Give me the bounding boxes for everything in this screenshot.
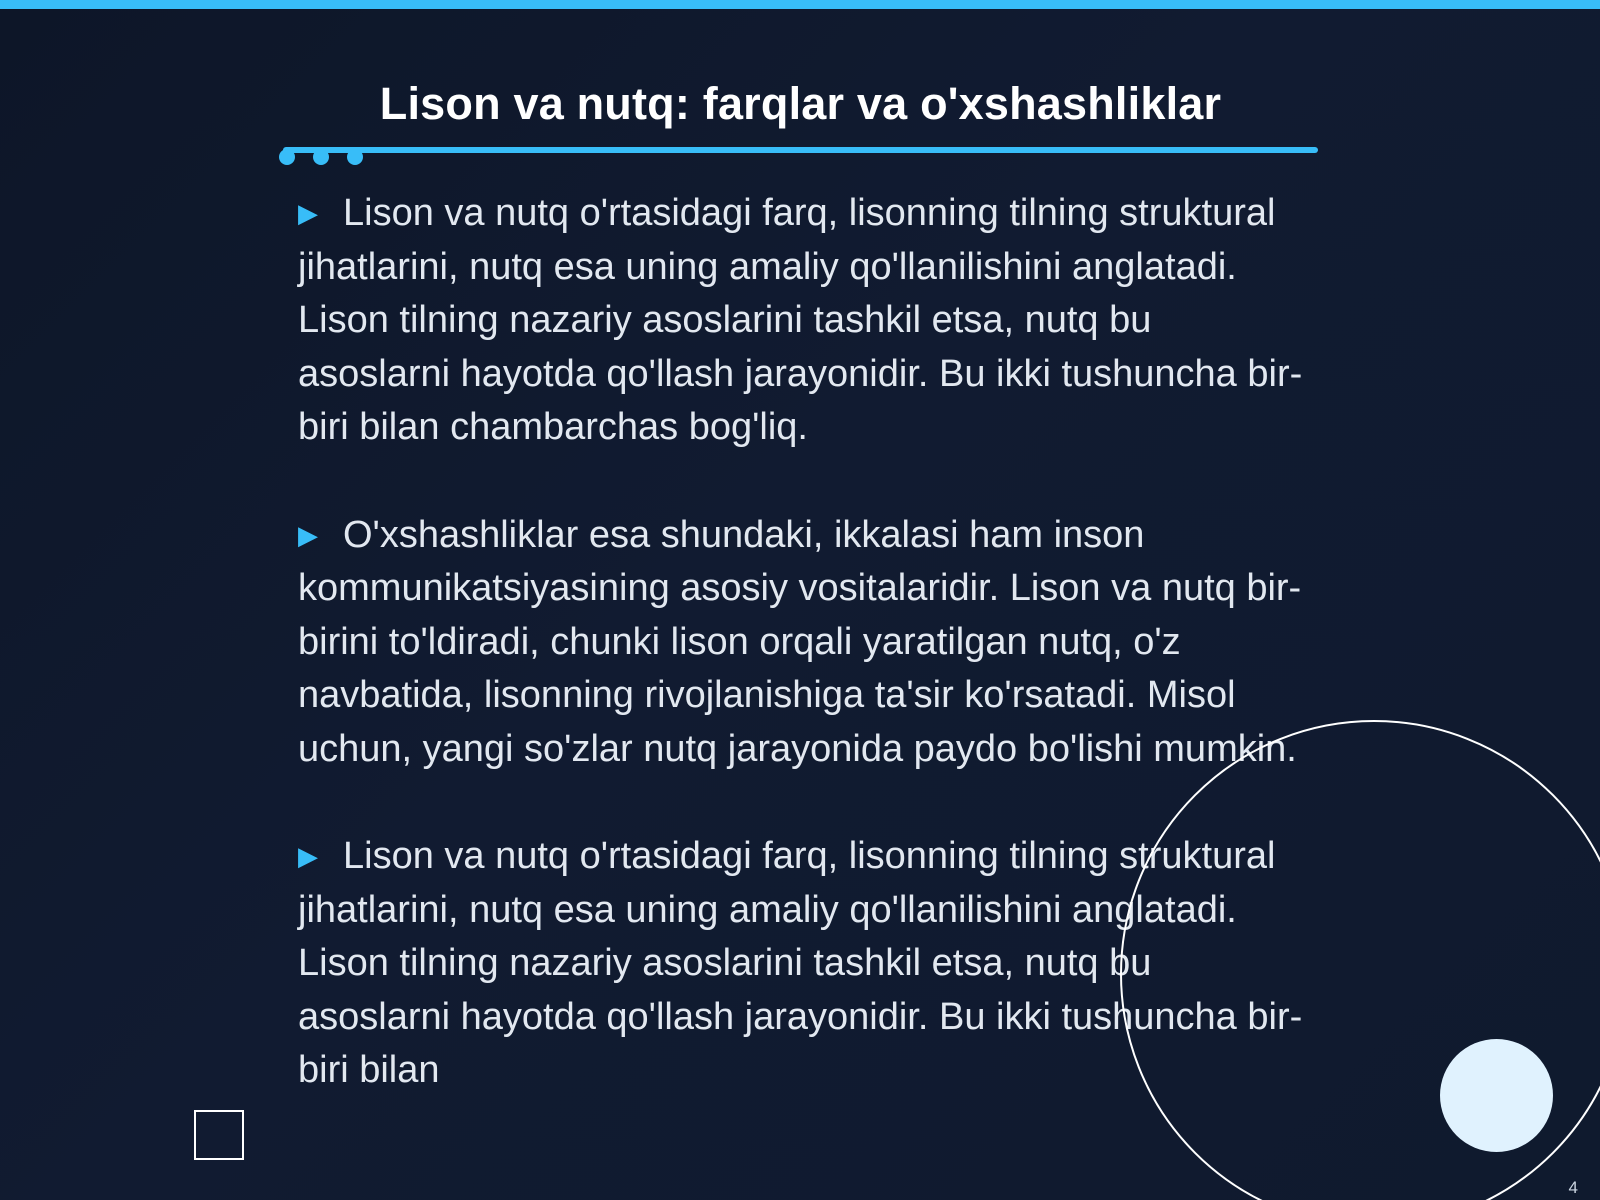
bullet-paragraph (298, 509, 1308, 777)
title-underline (283, 147, 1318, 153)
bullet-arrow-icon: ▶ (298, 519, 318, 550)
slide-title: Lison va nutq: farqlar va o'xshashliklar (379, 78, 1222, 129)
page-number: 4 (1568, 1178, 1578, 1197)
paragraph-text: Lison va nutq o'rtasidagi farq, lisonning tilning struktural jihatlarini, nutq esa uning amaliy qo'llanilishini anglatadi. Lison tilning nazariy asoslarini tashkil etsa, nutq bu asoslarni hayotda qo'llash jarayonidir. Bu ikki tushuncha bir-biri bilan chambarchas bog'liq. (298, 192, 1303, 448)
top-accent-bar (0, 0, 1600, 9)
bullet-paragraph (298, 187, 1308, 455)
bullet-arrow-icon: ▶ (298, 198, 318, 228)
decorative-square-outline (194, 1110, 244, 1160)
paragraph-text: Lison va nutq o'rtasidagi farq, lisonning tilning struktural jihatlarini, nutq esa uning amaliy qo'llanilishini anglatadi. Lison tilning nazariy asoslarini tashkil etsa, nutq bu asoslarni hayotda qo'llash jarayonidir. Bu ikki tushuncha bir-biri bilan (298, 835, 1303, 1091)
decorative-dot (347, 149, 363, 165)
bullet-arrow-icon: ▶ (298, 841, 318, 871)
decorative-dot (279, 149, 295, 165)
decorative-circle-filled (1440, 1039, 1553, 1152)
decorative-dot (313, 149, 329, 165)
paragraph-text: O'xshashliklar esa shundaki, ikkalasi ham inson kommunikatsiyasining asosiy vositalaridir. Lison va nutq bir-birini to'ldiradi, chunki lison orqali yaratilgan nutq, o'z navbatida, lisonning rivojlanishiga ta'sir ko'rsatadi. Misol uchun, yangi so'zlar nutq jarayonida paydo bo'lishi mumkin. (298, 513, 1302, 770)
